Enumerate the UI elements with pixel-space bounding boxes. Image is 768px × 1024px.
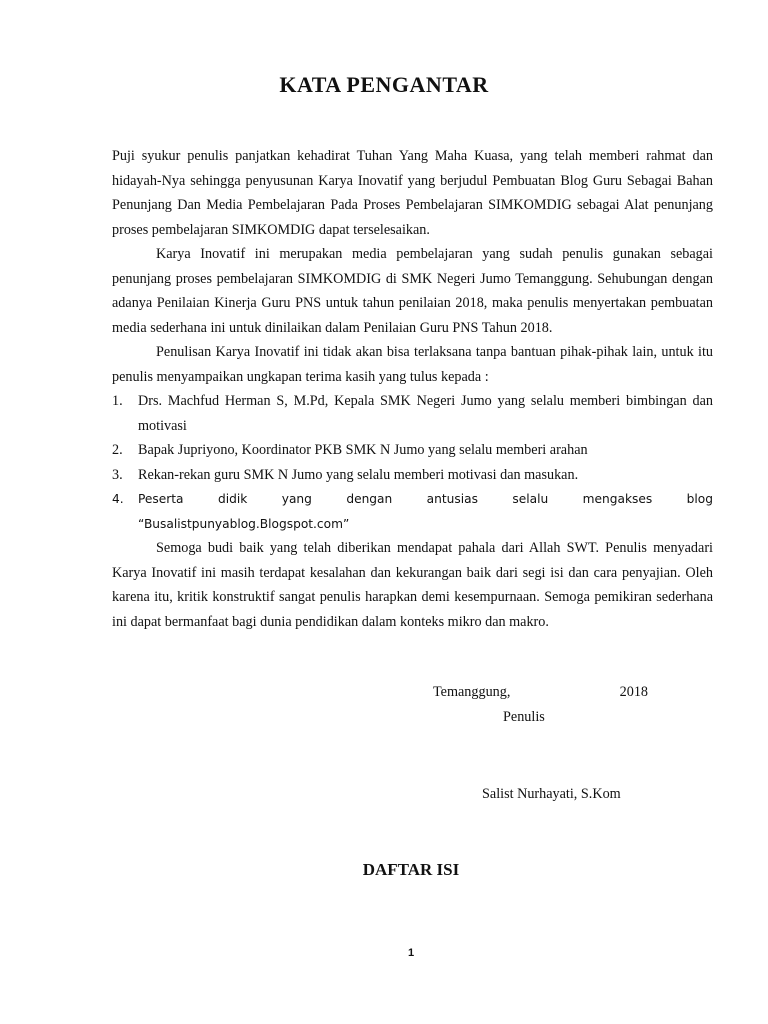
signature-name: Salist Nurhayati, S.Kom (482, 786, 621, 802)
list-item-text: Bapak Jupriyono, Koordinator PKB SMK N Jumo yang selalu memberi arahan (138, 442, 588, 458)
paragraph-closing: Semoga budi baik yang telah diberikan mendapat pahala dari Allah SWT. Penulis menyadari Karya Inovatif ini masih terdapat kesalahan dan kekurangan baik dari segi isi dan cara penyajian. Oleh karena itu, kritik konstruktif sangat penulis harapkan demi kesempurnaan. Semoga pemikiran sederhana ini dapat bermanfaat bagi dunia pendidikan dalam konteks mikro dan makro. (112, 540, 713, 630)
list-item-number: 2. (112, 442, 123, 458)
list-item (112, 438, 713, 463)
thanks-list (112, 389, 713, 536)
document-body (112, 144, 713, 634)
signature-city: Temanggung, (433, 684, 511, 700)
list-item-number: 3. (112, 466, 123, 483)
signature-year: 2018 (619, 684, 648, 700)
next-section-title: DAFTAR ISI (362, 860, 460, 879)
list-item-number: 4. (112, 492, 124, 506)
list-item (112, 389, 713, 438)
paragraph-opening: Puji syukur penulis panjatkan kehadirat Tuhan Yang Maha Kuasa, yang telah memberi rahmat dan hidayah-Nya sehingga penyusunan Karya Inovatif yang berjudul Pembuatan Blog Guru Sebagai Bahan Penunjang Dan Media Pembelajaran Pada Proses Pembelajaran SIMKOMDIG sebagai Alat penunjang proses pembelajaran SIMKOMDIG dapat terselesaikan. (112, 148, 713, 238)
page-title: KATA PENGANTAR (279, 72, 489, 97)
list-item-number: 1. (112, 393, 123, 409)
list-item (112, 463, 713, 488)
list-item-text: Drs. Machfud Herman S, M.Pd, Kepala SMK Negeri Jumo yang selalu memberi bimbingan dan motivasi (138, 393, 713, 434)
page-number: 1 (407, 947, 415, 959)
list-item-text: Rekan-rekan guru SMK N Jumo yang selalu memberi motivasi dan masukan. (138, 466, 579, 483)
list-item-text: Peserta didik yang dengan antusias selalu mengakses blog “Busalistpunyablog.Blogspot.com” (138, 492, 713, 531)
paragraph-thanks-intro: Penulisan Karya Inovatif ini tidak akan bisa terlaksana tanpa bantuan pihak-pihak lain, untuk itu penulis menyampaikan ungkapan terima kasih yang tulus kepada : (112, 344, 713, 385)
signature-role: Penulis (503, 709, 545, 725)
list-item (112, 487, 713, 536)
paragraph-media: Karya Inovatif ini merupakan media pembelajaran yang sudah penulis gunakan sebagai penunjang proses pembelajaran SIMKOMDIG di SMK Negeri Jumo Temanggung. Sehubungan dengan adanya Penilaian Kinerja Guru PNS untuk tahun penilaian 2018, maka penulis menyertakan pembuatan media sederhana ini untuk dinilaikan dalam Penilaian Guru PNS Tahun 2018. (112, 246, 713, 336)
